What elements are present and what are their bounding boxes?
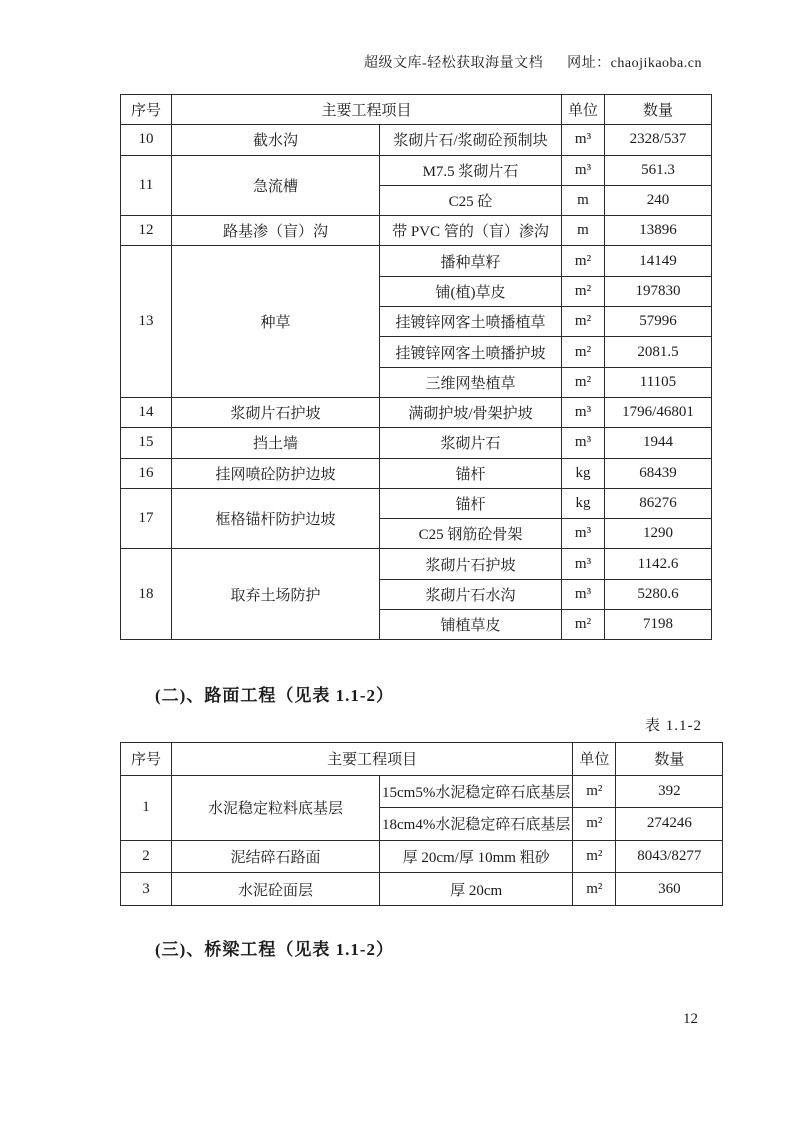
project-item-cell: M7.5 浆砌片石 [380,155,562,185]
table-row [121,428,712,458]
project-item-cell: 厚 20cm [380,873,573,906]
table-row [121,549,712,579]
project-item-cell: 浆砌片石水沟 [380,579,562,609]
quantity-cell: 392 [616,775,723,808]
unit-cell: m³ [562,579,605,609]
project-group-cell: 种草 [172,246,380,397]
table-row [121,246,712,276]
table-row [121,155,712,185]
table-row [121,216,712,246]
unit-cell: m² [562,367,605,397]
project-group-cell: 路基渗（盲）沟 [172,216,380,246]
section-heading-pavement: (二)、路面工程（见表 1.1-2） [155,686,394,705]
row-no-cell: 16 [121,458,172,488]
header-row [121,95,712,125]
row-no-cell: 15 [121,428,172,458]
column-header: 数量 [605,95,712,125]
project-item-cell: 挂镀锌网客土喷播护坡 [380,337,562,367]
project-item-cell: 浆砌片石 [380,428,562,458]
quantity-cell: 7198 [605,610,712,640]
project-group-cell: 截水沟 [172,125,380,155]
pavement-works-table [120,742,723,906]
project-item-cell: 浆砌片石护坡 [380,549,562,579]
project-item-cell: 锚杆 [380,458,562,488]
table-row [121,397,712,427]
unit-cell: kg [562,458,605,488]
table-row [121,873,723,906]
site-brand-text: 超级文库-轻松获取海量文档 [363,56,544,71]
project-item-cell: 浆砌片石/浆砌砼预制块 [380,125,562,155]
unit-cell: m³ [562,428,605,458]
page-number: 12 [683,1011,698,1027]
unit-cell: m [562,185,605,215]
project-group-cell: 挡土墙 [172,428,380,458]
unit-cell: m² [562,610,605,640]
column-header: 序号 [121,95,172,125]
project-group-cell: 框格锚杆防护边坡 [172,488,380,549]
project-item-cell: 锚杆 [380,488,562,518]
table-1-1-2-label: 表 1.1-2 [645,718,702,734]
drainage-protection-works-table [120,94,712,640]
quantity-cell: 5280.6 [605,579,712,609]
quantity-cell: 274246 [616,808,723,841]
column-header: 主要工程项目 [172,743,573,776]
row-no-cell: 2 [121,840,172,873]
row-no-cell: 12 [121,216,172,246]
row-no-cell: 1 [121,775,172,840]
quantity-cell: 11105 [605,367,712,397]
project-item-cell: 播种草籽 [380,246,562,276]
project-item-cell: 挂镀锌网客土喷播植草 [380,307,562,337]
project-group-cell: 取弃土场防护 [172,549,380,640]
unit-cell: m² [573,808,616,841]
row-no-cell: 10 [121,125,172,155]
site-url-text: 网址：chaojikaoba.cn [567,56,702,71]
project-item-cell: 铺(植)草皮 [380,276,562,306]
unit-cell: m³ [562,155,605,185]
unit-cell: m² [562,337,605,367]
quantity-cell: 68439 [605,458,712,488]
unit-cell: m² [573,873,616,906]
section-heading-bridge: (三)、桥梁工程（见表 1.1-2） [155,940,394,959]
project-item-cell: 18cm4%水泥稳定碎石底基层 [380,808,573,841]
quantity-cell: 14149 [605,246,712,276]
unit-cell: m² [562,276,605,306]
column-header: 单位 [562,95,605,125]
row-no-cell: 3 [121,873,172,906]
project-item-cell: C25 钢筋砼骨架 [380,519,562,549]
unit-cell: m [562,216,605,246]
project-item-cell: 满砌护坡/骨架护坡 [380,397,562,427]
project-item-cell: 带 PVC 管的（盲）渗沟 [380,216,562,246]
row-no-cell: 14 [121,397,172,427]
quantity-cell: 1796/46801 [605,397,712,427]
unit-cell: m² [562,246,605,276]
row-no-cell: 13 [121,246,172,397]
quantity-cell: 2328/537 [605,125,712,155]
quantity-cell: 1944 [605,428,712,458]
project-group-cell: 水泥稳定粒料底基层 [172,775,380,840]
unit-cell: kg [562,488,605,518]
project-item-cell: 三维网垫植草 [380,367,562,397]
project-item-cell: 厚 20cm/厚 10mm 粗砂 [380,840,573,873]
project-group-cell: 泥结碎石路面 [172,840,380,873]
project-item-cell: 铺植草皮 [380,610,562,640]
table-row [121,775,723,808]
quantity-cell: 57996 [605,307,712,337]
column-header: 序号 [121,743,172,776]
table-row [121,125,712,155]
table-row [121,840,723,873]
project-group-cell: 挂网喷砼防护边坡 [172,458,380,488]
quantity-cell: 86276 [605,488,712,518]
project-item-cell: C25 砼 [380,185,562,215]
quantity-cell: 2081.5 [605,337,712,367]
quantity-cell: 197830 [605,276,712,306]
unit-cell: m³ [562,519,605,549]
table-row [121,488,712,518]
row-no-cell: 18 [121,549,172,640]
quantity-cell: 8043/8277 [616,840,723,873]
quantity-cell: 561.3 [605,155,712,185]
header-row [121,743,723,776]
row-no-cell: 11 [121,155,172,216]
table-row [121,458,712,488]
column-header: 数量 [616,743,723,776]
row-no-cell: 17 [121,488,172,549]
quantity-cell: 13896 [605,216,712,246]
project-group-cell: 急流槽 [172,155,380,216]
project-item-cell: 15cm5%水泥稳定碎石底基层 [380,775,573,808]
column-header: 主要工程项目 [172,95,562,125]
unit-cell: m³ [562,397,605,427]
quantity-cell: 1142.6 [605,549,712,579]
unit-cell: m² [573,775,616,808]
column-header: 单位 [573,743,616,776]
unit-cell: m² [573,840,616,873]
quantity-cell: 360 [616,873,723,906]
project-group-cell: 浆砌片石护坡 [172,397,380,427]
unit-cell: m³ [562,125,605,155]
unit-cell: m² [562,307,605,337]
site-header [364,52,702,72]
quantity-cell: 1290 [605,519,712,549]
unit-cell: m³ [562,549,605,579]
project-group-cell: 水泥砼面层 [172,873,380,906]
quantity-cell: 240 [605,185,712,215]
